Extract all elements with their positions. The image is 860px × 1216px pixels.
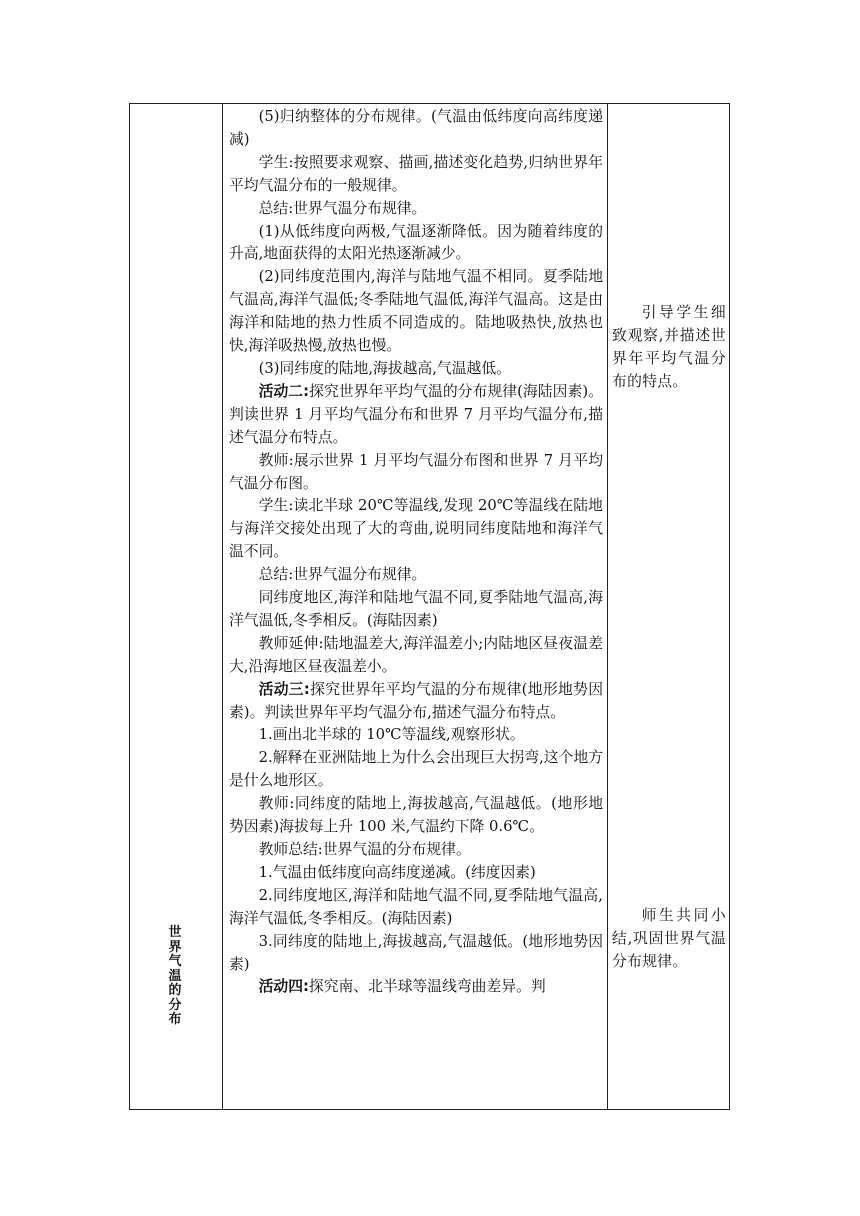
activity-heading: 活动四: bbox=[258, 978, 309, 996]
paragraph-text: 总结:世界气温分布规律。 bbox=[258, 199, 427, 217]
paragraph-text: 教师:同纬度的陆地上,海拔越高,气温越低。(地形地势因素)海拔每上升 100 米,气温约下降 0.6℃。 bbox=[229, 795, 603, 836]
column-divider bbox=[607, 104, 608, 1109]
content-paragraph bbox=[229, 358, 603, 381]
paragraph-text: (5)归纳整体的分布规律。(气温由低纬度向高纬度递减) bbox=[229, 108, 603, 148]
note-text: 师生共同小结,巩固世界气温分布规律。 bbox=[612, 907, 726, 970]
content-paragraph bbox=[229, 198, 603, 221]
paragraph-text: (3)同纬度的陆地,海拔越高,气温越低。 bbox=[258, 359, 511, 377]
content-paragraph bbox=[229, 106, 603, 152]
paragraph-text: 2.同纬度地区,海洋和陆地气温不同,夏季陆地气温高,海洋气温低,冬季相反。(海陆因素) bbox=[229, 886, 603, 927]
paragraph-text: 同纬度地区,海洋和陆地气温不同,夏季陆地气温高,海洋气温低,冬季相反。(海陆因素) bbox=[229, 589, 603, 629]
content-paragraph bbox=[229, 221, 603, 267]
content-paragraph bbox=[229, 495, 603, 564]
paragraph-text: 探究世界年平均气温的分布规律(海陆因素)。判读世界 1 月平均气温分布和世界 7 月平均气温分布,描述气温分布特点。 bbox=[229, 382, 603, 446]
activity-heading: 活动三: bbox=[258, 680, 310, 698]
paragraph-text: 探究世界年平均气温的分布规律(地形地势因素)。判读世界年平均气温分布,描述气温分布特点。 bbox=[229, 680, 603, 721]
paragraph-text: 1.气温由低纬度向高纬度递减。(纬度因素) bbox=[258, 863, 536, 881]
content-paragraph bbox=[229, 564, 603, 587]
paragraph-text: 探究南、北半球等温线弯曲差异。判 bbox=[308, 978, 546, 996]
content-paragraph bbox=[229, 931, 603, 977]
paragraph-text: (2)同纬度范围内,海洋与陆地气温不相同。夏季陆地气温高,海洋气温低;冬季陆地气温低,海洋气温高。这是由海洋和陆地的热力性质不同造成的。陆地吸热快,放热也快,海洋吸热慢,放热也慢。 bbox=[229, 268, 603, 355]
content-paragraph bbox=[229, 587, 603, 633]
paragraph-text: 教师总结:世界气温的分布规律。 bbox=[258, 841, 471, 858]
content-column bbox=[229, 106, 603, 999]
column-divider bbox=[222, 104, 223, 1109]
section-column bbox=[130, 104, 222, 1109]
content-paragraph bbox=[229, 266, 603, 358]
paragraph-text: 总结:世界气温分布规律。 bbox=[258, 566, 427, 584]
paragraph-text: 学生:按照要求观察、描画,描述变化趋势,归纳世界年平均气温分布的一般规律。 bbox=[229, 153, 603, 194]
content-paragraph bbox=[229, 679, 603, 725]
teacher-note bbox=[612, 904, 726, 973]
content-paragraph bbox=[229, 747, 603, 793]
paragraph-text: 3.同纬度的陆地上,海拔越高,气温越低。(地形地势因素) bbox=[229, 932, 603, 973]
paragraph-text: (1)从低纬度向两极,气温逐渐降低。因为随着纬度的升高,地面获得的太阳光热逐渐减少。 bbox=[229, 222, 603, 263]
content-paragraph bbox=[229, 976, 603, 999]
content-paragraph bbox=[229, 885, 603, 931]
content-paragraph bbox=[229, 862, 603, 885]
paragraph-text: 教师:展示世界 1 月平均气温分布图和世界 7 月平均气温分布图。 bbox=[229, 451, 603, 492]
content-paragraph bbox=[229, 724, 603, 747]
lesson-table bbox=[129, 103, 730, 1110]
teacher-note bbox=[612, 301, 726, 393]
content-paragraph bbox=[229, 381, 603, 450]
activity-heading: 活动二: bbox=[258, 382, 310, 400]
paragraph-text: 教师延伸:陆地温差大,海洋温差小;内陆地区昼夜温差大,沿海地区昼夜温差小。 bbox=[229, 634, 603, 675]
content-paragraph bbox=[229, 450, 603, 496]
paragraph-text: 2.解释在亚洲陆地上为什么会出现巨大拐弯,这个地方是什么地形区。 bbox=[229, 749, 603, 790]
note-text: 引导学生细致观察,并描述世界年平均气温分布的特点。 bbox=[612, 304, 726, 390]
content-paragraph bbox=[229, 839, 603, 862]
content-paragraph bbox=[229, 633, 603, 679]
section-label: 世界气温的分布 bbox=[168, 925, 182, 1027]
content-paragraph bbox=[229, 152, 603, 198]
content-paragraph bbox=[229, 793, 603, 839]
paragraph-text: 1.画出北半球的 10℃等温线,观察形状。 bbox=[258, 726, 525, 744]
paragraph-text: 学生:读北半球 20℃等温线,发现 20℃等温线在陆地与海洋交接处出现了大的弯曲,说明同纬度陆地和海洋气温不同。 bbox=[229, 497, 603, 561]
